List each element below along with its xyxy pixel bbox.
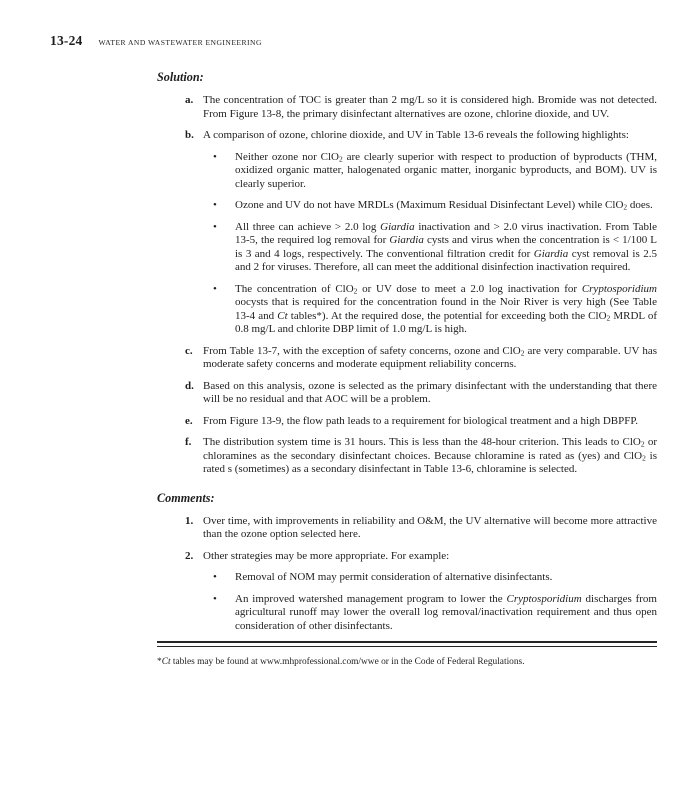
- item-text-d: Based on this analysis, ozone is selected as the primary disinfectant with the understanding that there will be no residual and that AOC will be a problem.: [203, 379, 657, 405]
- comment-label-1: 1.: [185, 514, 194, 527]
- footnote-area: [157, 641, 657, 668]
- comment-bullet-text-2: An improved watershed management program to lower the Cryptosporidium discharges from agricultural runoff may lower the overall log removal/inactivation requirement and thus open consideration of other disinfectants.: [235, 592, 657, 632]
- comment-bullet-2: [213, 593, 657, 634]
- page-number: 13-24: [50, 33, 83, 48]
- item-text-a: The concentration of TOC is greater than 2 mg/L so it is considered high. Bromide was not detected. From Figure 13-8, the primary disinfectant alternatives are ozone, chlorine dioxide, and UV.: [203, 94, 657, 120]
- solution-bullet-1: [213, 151, 657, 192]
- comment-text-2: Other strategies may be more appropriate. For example:: [203, 549, 450, 562]
- solution-item-c: [185, 345, 657, 372]
- bullet-icon: •: [213, 282, 217, 295]
- solution-item-b: [185, 129, 657, 143]
- solution-bullet-3: [213, 221, 657, 275]
- solution-item-a: [185, 94, 657, 121]
- item-label-d: d.: [185, 379, 194, 392]
- item-label-c: c.: [185, 344, 193, 357]
- page-body: [157, 70, 657, 668]
- comment-item-2: [185, 550, 657, 564]
- comment-text-1: Over time, with improvements in reliability and O&M, the UV alternative will become more attractive than the ozone option selected here.: [203, 514, 657, 540]
- footnote-rule: [157, 641, 657, 647]
- comment-item-1: [185, 515, 657, 542]
- comment-bullet-text-1: Removal of NOM may permit consideration of alternative disinfectants.: [235, 571, 553, 583]
- bullet-icon: •: [213, 150, 217, 163]
- footnote-text: *Ct tables may be found at www.mhprofessional.com/wwe or in the Code of Federal Regulations.: [157, 657, 525, 667]
- bullet-icon: •: [213, 220, 217, 233]
- page-header: [50, 33, 262, 49]
- item-label-a: a.: [185, 94, 194, 106]
- bullet-text-1: Neither ozone nor ClO$_2$ are clearly superior with respect to production of byproducts (THM, oxidized organic matter, halogenated organic matter, inorganic byproducts, and BOM). UV is clearly superior.: [235, 150, 658, 190]
- solution-heading: Solution:: [157, 70, 204, 84]
- item-label-e: e.: [185, 414, 193, 427]
- bullet-icon: •: [213, 592, 217, 605]
- running-title: WATER AND WASTEWATER ENGINEERING: [98, 38, 262, 47]
- comment-label-2: 2.: [185, 549, 194, 562]
- comments-heading: Comments:: [157, 490, 215, 505]
- bullet-text-2: Ozone and UV do not have MRDLs (Maximum Residual Disinfectant Level) while ClO$_2$ does.: [235, 199, 653, 212]
- item-text-c: From Table 13-7, with the exception of safety concerns, ozone and ClO$_2$ are very comparable. UV has moderate safety concerns and moderate equipment reliability concerns.: [203, 344, 657, 370]
- solution-bullet-4: [213, 283, 657, 337]
- item-label-b: b.: [185, 129, 194, 141]
- item-text-f: The distribution system time is 31 hours. This is less than the 48-hour criterion. This leads to ClO$_2$ or chloramines as the secondary disinfectant choices. Because chloramine is rated as (yes) and ClO$_2$ is rated s (sometimes) as a secondary disinfectant in Table 13-6, chloramine is selected.: [203, 436, 657, 475]
- item-text-b: A comparison of ozone, chlorine dioxide, and UV in Table 13-6 reveals the following highlights:: [203, 129, 629, 141]
- solution-bullet-2: [213, 199, 657, 213]
- item-text-e: From Figure 13-9, the flow path leads to a requirement for biological treatment and a high DBPFP.: [203, 414, 639, 427]
- comment-bullet-1: [213, 571, 657, 585]
- solution-item-d: [185, 380, 657, 407]
- bullet-icon: •: [213, 571, 217, 583]
- bullet-icon: •: [213, 199, 217, 211]
- bullet-text-4: The concentration of ClO$_2$ or UV dose to meet a 2.0 log inactivation for Cryptosporidium oocysts that is required for the concentration found in the Noir River is very high (See Table 13-4 and Ct tables*). At the required dose, the potential for exceeding both the ClO$_2$ MRDL of 0.8 mg/L and chlorite DBP limit of 1.0 mg/L is high.: [235, 282, 657, 335]
- solution-item-e: [185, 415, 657, 429]
- item-label-f: f.: [185, 436, 192, 448]
- solution-item-f: [185, 436, 657, 477]
- bullet-text-3: All three can achieve > 2.0 log Giardia inactivation and > 2.0 virus inactivation. From Table 13-5, the required log removal for Giardia cysts and virus when the concentration is < 1/100 L is 3 and 4 logs, respectively. The conventional filtration credit for Giardia cyst removal is 2.5 and 2 for viruses. Therefore, all can meet the additional disinfection inactivation required.: [235, 220, 658, 273]
